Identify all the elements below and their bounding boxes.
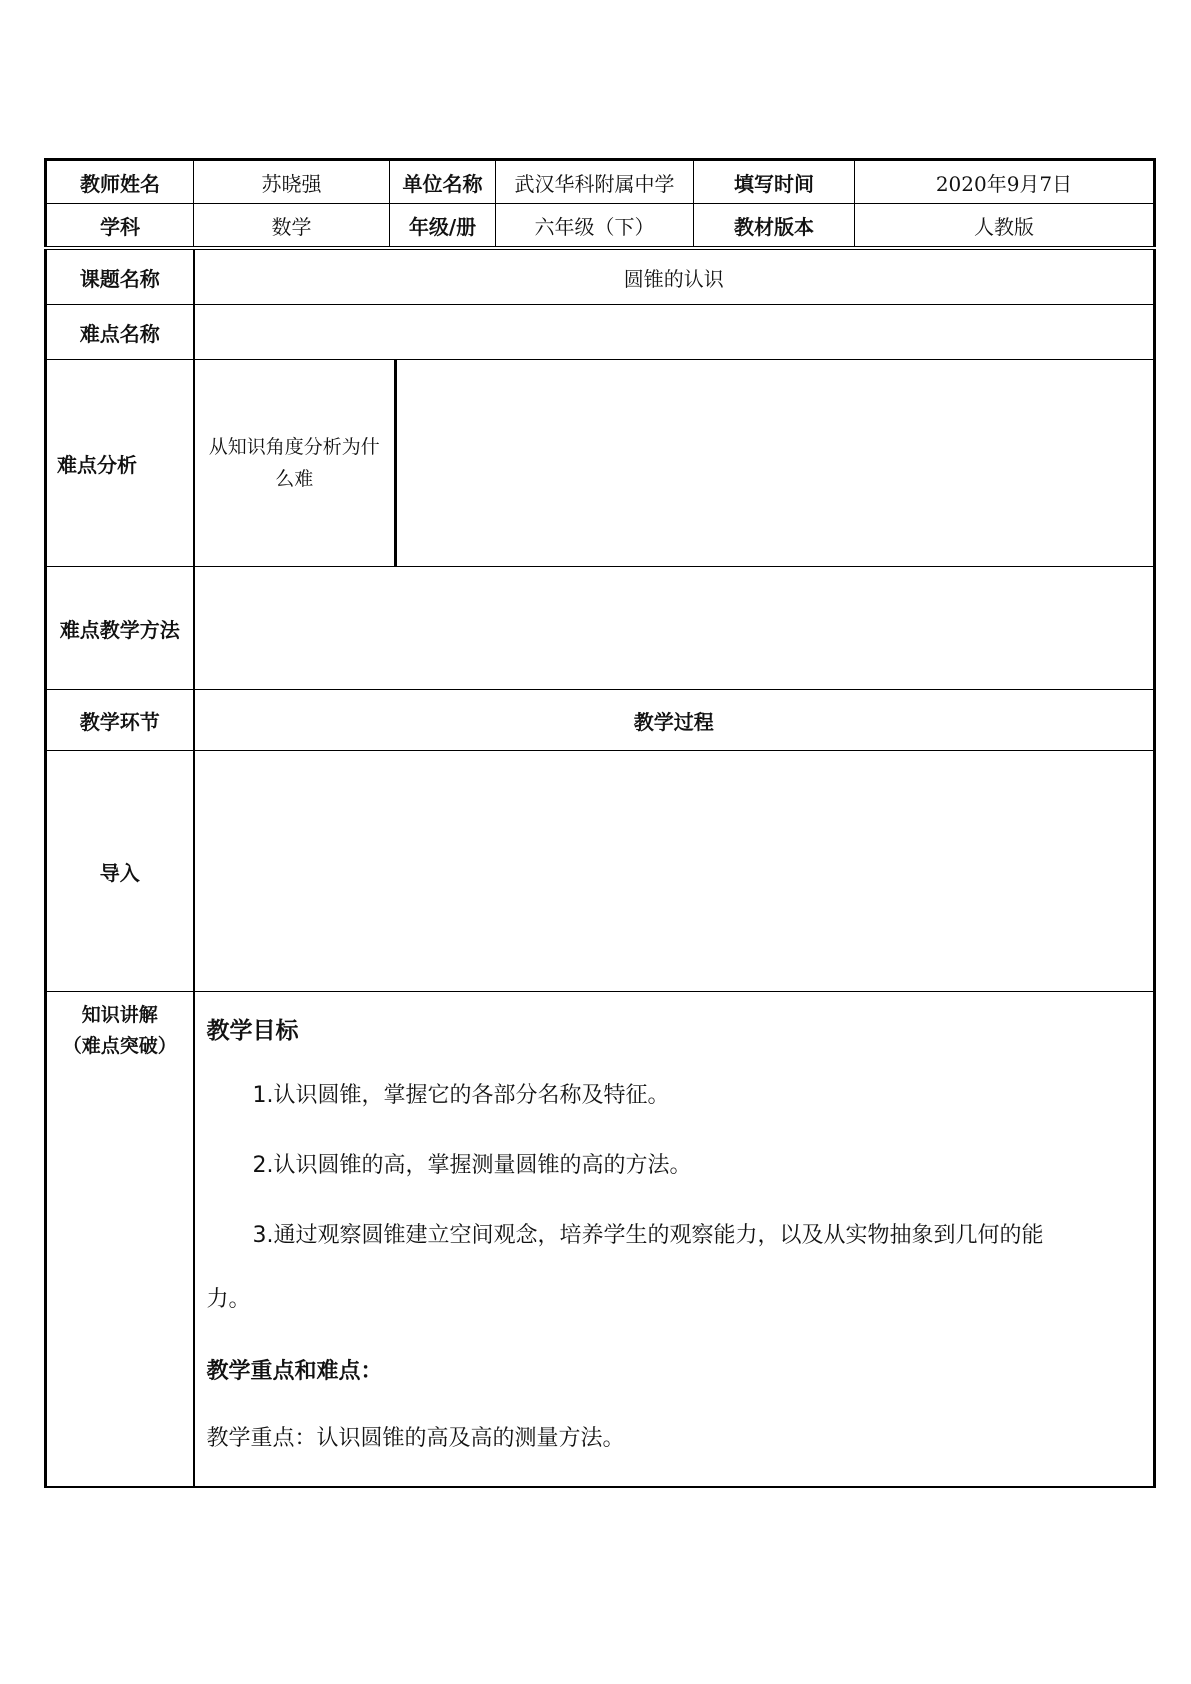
subject-value: 数学 bbox=[194, 204, 390, 247]
knowledge-label bbox=[46, 992, 194, 1488]
intro-label: 导入 bbox=[46, 751, 194, 992]
grade-value: 六年级（下） bbox=[496, 204, 694, 247]
subject-label: 学科 bbox=[46, 204, 194, 247]
analysis-knowledge-angle: 从知识角度分析为什么难 bbox=[194, 360, 396, 567]
teacher-name-value: 苏晓强 bbox=[194, 160, 390, 204]
knowledge-row bbox=[46, 992, 1155, 1488]
key-points-heading: 教学重点和难点： bbox=[206, 1359, 383, 1384]
difficulty-row bbox=[46, 305, 1155, 360]
edition-value: 人教版 bbox=[855, 204, 1155, 247]
knowledge-label-line1: 知识讲解 bbox=[81, 1004, 158, 1026]
knowledge-label-line2: （难点突破） bbox=[62, 1035, 177, 1057]
difficulty-value bbox=[194, 305, 1155, 360]
unit-name-value: 武汉华科附属中学 bbox=[496, 160, 694, 204]
knowledge-content bbox=[194, 992, 1155, 1488]
teaching-process-label: 教学过程 bbox=[194, 690, 1155, 751]
lesson-plan-form bbox=[44, 158, 1156, 1488]
method-row bbox=[46, 567, 1155, 690]
fill-date-label: 填写时间 bbox=[694, 160, 855, 204]
header-row-2 bbox=[46, 204, 1155, 247]
topic-label: 课题名称 bbox=[46, 250, 194, 305]
header-row-1 bbox=[46, 160, 1155, 204]
lesson-body-table bbox=[44, 249, 1156, 1488]
stage-header-row bbox=[46, 690, 1155, 751]
goal-item-2: 2.认识圆锥的高，掌握测量圆锥的高的方法。 bbox=[252, 1153, 692, 1178]
key-point-text: 教学重点：认识圆锥的高及高的测量方法。 bbox=[206, 1426, 625, 1451]
teacher-name-label: 教师姓名 bbox=[46, 160, 194, 204]
method-value bbox=[194, 567, 1155, 690]
edition-label: 教材版本 bbox=[694, 204, 855, 247]
header-info-table bbox=[44, 158, 1156, 247]
topic-row bbox=[46, 250, 1155, 305]
unit-name-label: 单位名称 bbox=[390, 160, 496, 204]
goal-item-3-line2: 力。 bbox=[206, 1287, 251, 1312]
fill-date-value: 2020年9月7日 bbox=[855, 160, 1155, 204]
method-label: 难点教学方法 bbox=[46, 567, 194, 690]
goal-item-3 bbox=[207, 1220, 1142, 1252]
intro-value bbox=[194, 751, 1155, 992]
goal-item-1: 1.认识圆锥，掌握它的各部分名称及特征。 bbox=[252, 1083, 670, 1108]
intro-row bbox=[46, 751, 1155, 992]
analysis-label: 难点分析 bbox=[46, 360, 194, 567]
teaching-stage-label: 教学环节 bbox=[46, 690, 194, 751]
grade-label: 年级/册 bbox=[390, 204, 496, 247]
analysis-row bbox=[46, 360, 1155, 567]
topic-value: 圆锥的认识 bbox=[194, 250, 1155, 305]
difficulty-label: 难点名称 bbox=[46, 305, 194, 360]
analysis-value bbox=[396, 360, 1155, 567]
goal-item-3-line1: 3.通过观察圆锥建立空间观念，培养学生的观察能力，以及从实物抽象到几何的能 bbox=[252, 1223, 1044, 1248]
teaching-goals-heading: 教学目标 bbox=[206, 1018, 299, 1044]
